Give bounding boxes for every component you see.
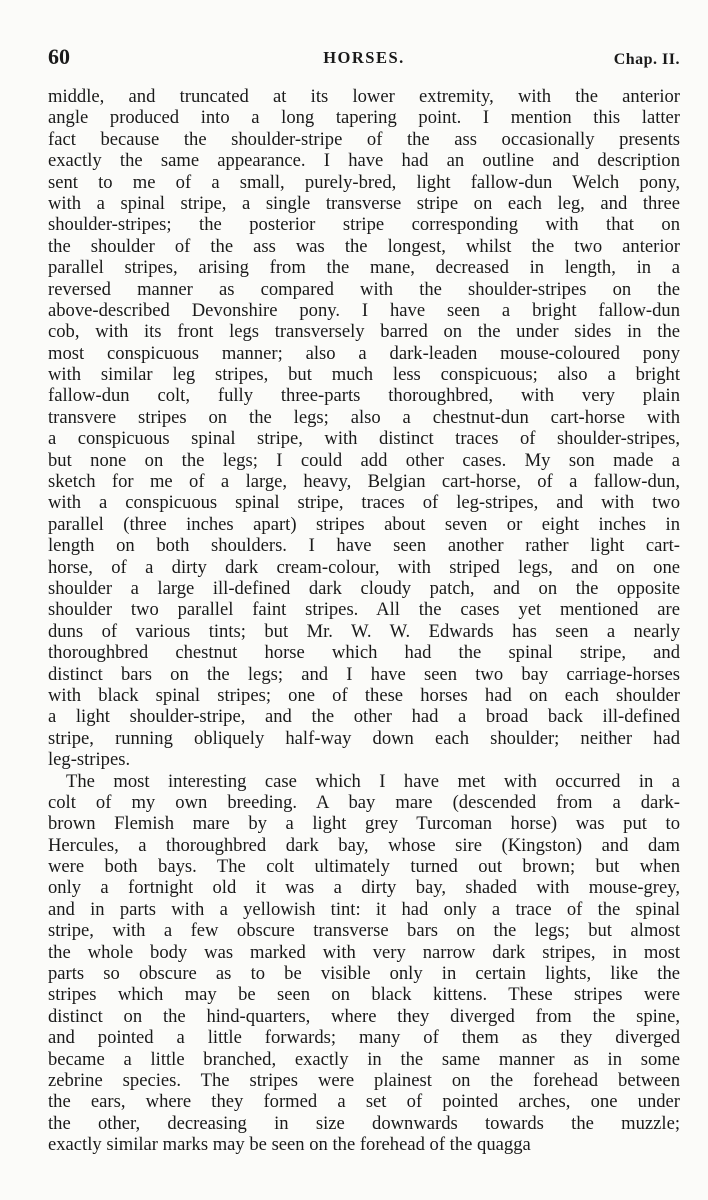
text-line: parallel (three inches apart) stripes about seven or eight inches in (48, 513, 680, 535)
text-line: above-described Devonshire pony. I have seen a bright fallow-dun (48, 299, 680, 321)
text-line: with a spinal stripe, a single transverse stripe on each leg, and three (48, 192, 680, 214)
text-line: but none on the legs; I could add other cases. My son made a (48, 449, 680, 471)
text-line: length on both shoulders. I have seen another rather light cart- (48, 535, 680, 557)
text-line: parallel stripes, arising from the mane, decreased in length, in a (48, 257, 680, 279)
text-line: middle, and truncated at its lower extremity, with the anterior (48, 86, 680, 107)
text-line: most conspicuous manner; also a dark-leaden mouse-coloured pony (48, 342, 680, 364)
text-line: transvere stripes on the legs; also a chestnut-dun cart-horse with (48, 406, 680, 428)
text-line: sketch for me of a large, heavy, Belgian cart-horse, of a fallow-dun, (48, 471, 680, 493)
text-line: and in parts with a yellowish tint: it had only a trace of the spinal (48, 898, 680, 920)
text-line: were both bays. The colt ultimately turned out brown; but when (48, 856, 680, 878)
text-line: reversed manner as compared with the shoulder-stripes on the (48, 278, 680, 300)
text-line: with a conspicuous spinal stripe, traces of leg-stripes, and with two (48, 492, 680, 514)
page-number: 60 (48, 44, 70, 69)
text-line: the whole body was marked with very narrow dark stripes, in most (48, 941, 680, 963)
text-line: thoroughbred chestnut horse which had the spinal stripe, and (48, 642, 680, 664)
text-line: cob, with its front legs transversely barred on the under sides in the (48, 321, 680, 343)
running-title: HORSES. (323, 48, 405, 67)
text-line: a conspicuous spinal stripe, with distinct traces of shoulder-stripes, (48, 428, 680, 450)
text-line: The most interesting case which I have met with occurred in a (66, 770, 680, 792)
text-line: shoulder-stripes; the posterior stripe corresponding with that on (48, 214, 680, 236)
text-line: horse, of a dirty dark cream-colour, with striped legs, and on one (48, 556, 680, 578)
text-line: angle produced into a long tapering point. I mention this latter (48, 107, 680, 129)
text-line: sent to me of a small, purely-bred, light fallow-dun Welch pony, (48, 171, 680, 193)
text-line: fact because the shoulder-stripe of the ass occasionally presents (48, 128, 680, 150)
text-line: fallow-dun colt, fully three-parts thoroughbred, with very plain (48, 385, 680, 407)
text-line: exactly similar marks may be seen on the forehead of the quagga (48, 1134, 531, 1156)
text-line: only a fortnight old it was a dirty bay, shaded with mouse-grey, (48, 877, 680, 899)
text-line: Hercules, a thoroughbred dark bay, whose sire (Kingston) and dam (48, 834, 680, 856)
text-line: stripe, running obliquely half-way down each shoulder; neither had (48, 727, 680, 749)
body-text (48, 86, 680, 1156)
text-line: leg-stripes. (48, 749, 131, 771)
text-line: colt of my own breeding. A bay mare (descended from a dark- (48, 791, 680, 813)
book-page (48, 44, 680, 1156)
text-line: a light shoulder-stripe, and the other had a broad back ill-defined (48, 706, 680, 728)
text-line: with similar leg stripes, but much less conspicuous; also a bright (48, 364, 680, 386)
text-line: became a little branched, exactly in the same manner as in some (48, 1048, 680, 1070)
text-line: shoulder two parallel faint stripes. All the cases yet mentioned are (48, 599, 680, 621)
text-line: the other, decreasing in size downwards towards the muzzle; (48, 1112, 680, 1134)
text-line: exactly the same appearance. I have had an outline and description (48, 150, 680, 172)
chapter-label: Chap. II. (613, 51, 680, 68)
text-line: the shoulder of the ass was the longest, whilst the two anterior (48, 235, 680, 257)
paragraph (48, 86, 680, 771)
text-line: stripes which may be seen on black kittens. These stripes were (48, 984, 680, 1006)
text-line: distinct on the hind-quarters, where they diverged from the spine, (48, 1005, 680, 1027)
paragraph (48, 771, 680, 1156)
text-line: brown Flemish mare by a light grey Turcoman horse) was put to (48, 813, 680, 835)
text-line: the ears, where they formed a set of pointed arches, one under (48, 1091, 680, 1113)
text-line: distinct bars on the legs; and I have seen two bay carriage-horses (48, 663, 680, 685)
text-line: with black spinal stripes; one of these horses had on each shoulder (48, 684, 680, 706)
text-line: duns of various tints; but Mr. W. W. Edwards has seen a nearly (48, 620, 680, 642)
text-line: parts so obscure as to be visible only in certain lights, like the (48, 963, 680, 985)
text-line: shoulder a large ill-defined dark cloudy patch, and on the opposite (48, 577, 680, 599)
page-header (48, 44, 680, 78)
text-line: zebrine species. The stripes were plainest on the forehead between (48, 1069, 680, 1091)
text-line: and pointed a little forwards; many of them as they diverged (48, 1027, 680, 1049)
text-line: stripe, with a few obscure transverse bars on the legs; but almost (48, 920, 680, 942)
